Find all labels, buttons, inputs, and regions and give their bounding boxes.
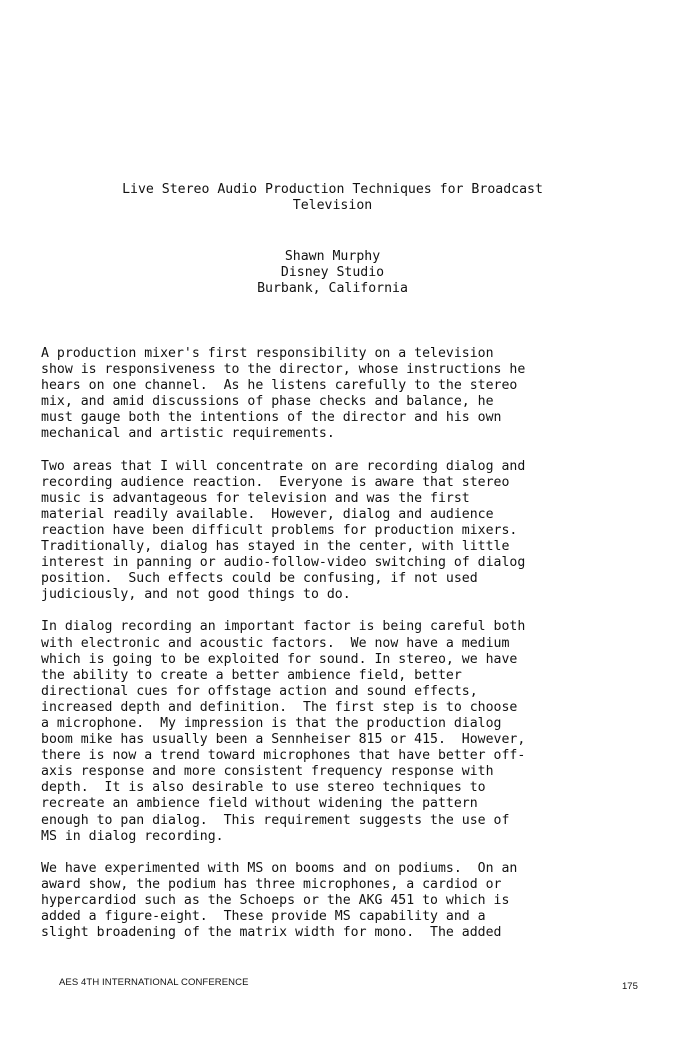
- author-location: Burbank, California: [257, 281, 408, 297]
- paper-body: [41, 346, 641, 957]
- body-line: mix, and amid discussions of phase checks and balance, he: [41, 394, 494, 410]
- body-line: material readily available. However, dialog and audience: [41, 506, 494, 522]
- body-line: judiciously, and not good things to do.: [41, 587, 351, 603]
- body-line: A production mixer's first responsibility on a television: [41, 346, 494, 361]
- title-line-2: Television: [292, 198, 373, 214]
- body-line: music is advantageous for television and was the first: [41, 490, 470, 506]
- body-line: a microphone. My impression is that the production dialog: [41, 715, 502, 731]
- title-line-1: Live Stereo Audio Production Techniques for Broadcast: [122, 182, 543, 197]
- body-line: the ability to create a better ambience field, better: [41, 667, 462, 683]
- body-line: award show, the podium has three microphones, a cardiod or: [41, 876, 502, 892]
- body-line: hears on one channel. As he listens carefully to the stereo: [41, 378, 518, 394]
- paper-title: [0, 182, 665, 214]
- conference-footer: AES 4TH INTERNATIONAL CONFERENCE: [59, 977, 249, 988]
- body-line: boom mike has usually been a Sennheiser 815 or 415. However,: [41, 732, 526, 748]
- body-line: depth. It is also desirable to use stereo techniques to: [41, 780, 486, 796]
- author-affiliation: Disney Studio: [280, 265, 385, 281]
- body-line: recording audience reaction. Everyone is aware that stereo: [41, 474, 510, 490]
- body-line: there is now a trend toward microphones that have better off-: [41, 748, 526, 764]
- body-line: show is responsiveness to the director, whose instructions he: [41, 362, 526, 378]
- body-line: Two areas that I will concentrate on are recording dialog and: [41, 458, 526, 474]
- author-name: Shawn Murphy: [284, 249, 381, 264]
- body-line: In dialog recording an important factor is being careful both: [41, 619, 526, 635]
- body-line: reaction have been difficult problems for production mixers.: [41, 522, 518, 538]
- page-number: 175: [622, 981, 638, 992]
- body-line: with electronic and acoustic factors. We now have a medium: [41, 635, 510, 651]
- author-block: [0, 249, 665, 297]
- body-line: We have experimented with MS on booms and on podiums. On an: [41, 860, 518, 876]
- body-line: Traditionally, dialog has stayed in the center, with little: [41, 539, 510, 555]
- body-line: mechanical and artistic requirements.: [41, 426, 335, 442]
- body-line: MS in dialog recording.: [41, 828, 224, 844]
- body-line: added a figure-eight. These provide MS capability and a: [41, 909, 486, 924]
- body-paragraph: [41, 619, 641, 844]
- body-line: axis response and more consistent frequency response with: [41, 764, 494, 780]
- body-paragraph: [41, 861, 641, 941]
- body-line: slight broadening of the matrix width for mono. The added: [41, 925, 502, 941]
- body-line: increased depth and definition. The first step is to choose: [41, 699, 518, 715]
- body-paragraph: [41, 346, 641, 443]
- body-line: recreate an ambience field without widening the pattern: [41, 796, 478, 812]
- body-line: position. Such effects could be confusing, if not used: [41, 571, 478, 587]
- body-line: interest in panning or audio-follow-video switching of dialog: [41, 555, 526, 571]
- body-line: directional cues for offstage action and sound effects,: [41, 683, 478, 699]
- body-paragraph: [41, 459, 641, 604]
- body-line: which is going to be exploited for sound. In stereo, we have: [41, 651, 518, 667]
- body-line: must gauge both the intentions of the director and his own: [41, 410, 502, 426]
- body-line: hypercardiod such as the Schoeps or the AKG 451 to which is: [41, 892, 510, 908]
- body-line: enough to pan dialog. This requirement suggests the use of: [41, 812, 510, 828]
